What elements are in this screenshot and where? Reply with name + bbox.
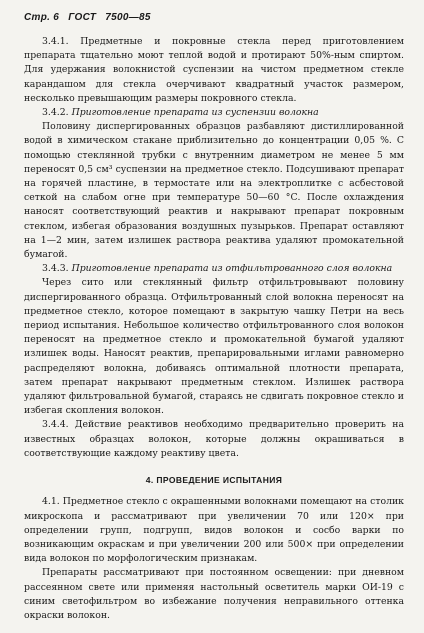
page-header	[24, 12, 404, 23]
paragraph-number: 3.4.2.	[42, 107, 69, 119]
standard-number: 7500—85	[105, 12, 151, 23]
paragraph-4-2: Препараты рассматривают при постоянном освещении: при дневном рассеянном свете или применяя настольный осветитель марки ОИ-19 с синим светофильтром во избежание получения неправильного оттенка окраски волокон.	[24, 567, 404, 621]
paragraph-3-4-2: Половину диспергированных образцов разбавляют дистиллированной водой в химическом стакане приблизительно до концентрации 0,05 %. С помощью стеклянной трубки с внутренним диаметром не менее 5 мм переносят 0,5 см³ суспензии на предметное стекло. Подсушивают препарат на горячей пластине, в термостате или на электроплитке с асбестовой сеткой на слабом огне при температуре 50—60 °С. После охлаждения наносят соответствующий реактив и накрывают препарат покровным стеклом, избегая образования воздушных пузырьков. Препарат оставляют на 1—2 мин, затем излишек раствора реактива удаляют промокательной бумагой.	[24, 121, 404, 261]
document-body	[24, 35, 404, 623]
paragraph-3-4-3: Через сито или стеклянный фильтр отфильтровывают половину диспергированного образца. Отфильтрованный слой волокна переносят на предметное стекло, которое помещают в закрытую чашку Петри на весь период испытания. Небольшое количество отфильтрованного слоя волокон переносят на предметное стекло и промокательной бумагой удаляют излишек воды. Наносят реактив, препарировальными иглами равномерно распределяют волокна, добиваясь оптимальной плотности препарата, затем препарат накрывают предметным стеклом. Излишек раствора удаляют фильтровальной бумагой, стараясь не сдвигать покровное стекло и избегая скопления волокон.	[24, 277, 404, 417]
subsection-title: Приготовление препарата из отфильтрованного слоя волокна	[71, 263, 393, 275]
paragraph-3-4-1: 3.4.1. Предметные и покровные стекла перед приготовлением препарата тщательно моют теплой водой и протирают 50%-ным спиртом. Для удержания волокнистой суспензии на чистом предметном стекле карандашом для стекла очерчивают квадратный участок размером, несколько превышающим размеры покровного стекла.	[24, 36, 404, 104]
paragraph-4-1: 4.1. Предметное стекло с окрашенными волокнами помещают на столик микроскопа и рассматривают при увеличении 70 или 120× при определении групп, подгрупп, видов волокон и сосбо варки по возникающим окраскам и при увеличении 200 или 500× при определении вида волокон по морфологическим признакам.	[24, 496, 404, 565]
page-number: Стр. 6	[24, 12, 60, 23]
section-title: 4. ПРОВЕДЕНИЕ ИСПЫТАНИЯ	[145, 475, 283, 486]
paragraph-number: 3.4.3.	[42, 263, 69, 275]
paragraph-3-4-2-heading	[24, 106, 404, 120]
paragraph-3-4-3-heading	[24, 262, 404, 276]
paragraph-3-4-4: 3.4.4. Действие реактивов необходимо предварительно проверить на известных образцах волокон, которые должны окрашиваться в соответствующие каждому реактиву цвета.	[24, 419, 404, 459]
subsection-title: Приготовление препарата из суспензии волокна	[71, 107, 319, 119]
standard-label: ГОСТ	[68, 12, 97, 23]
